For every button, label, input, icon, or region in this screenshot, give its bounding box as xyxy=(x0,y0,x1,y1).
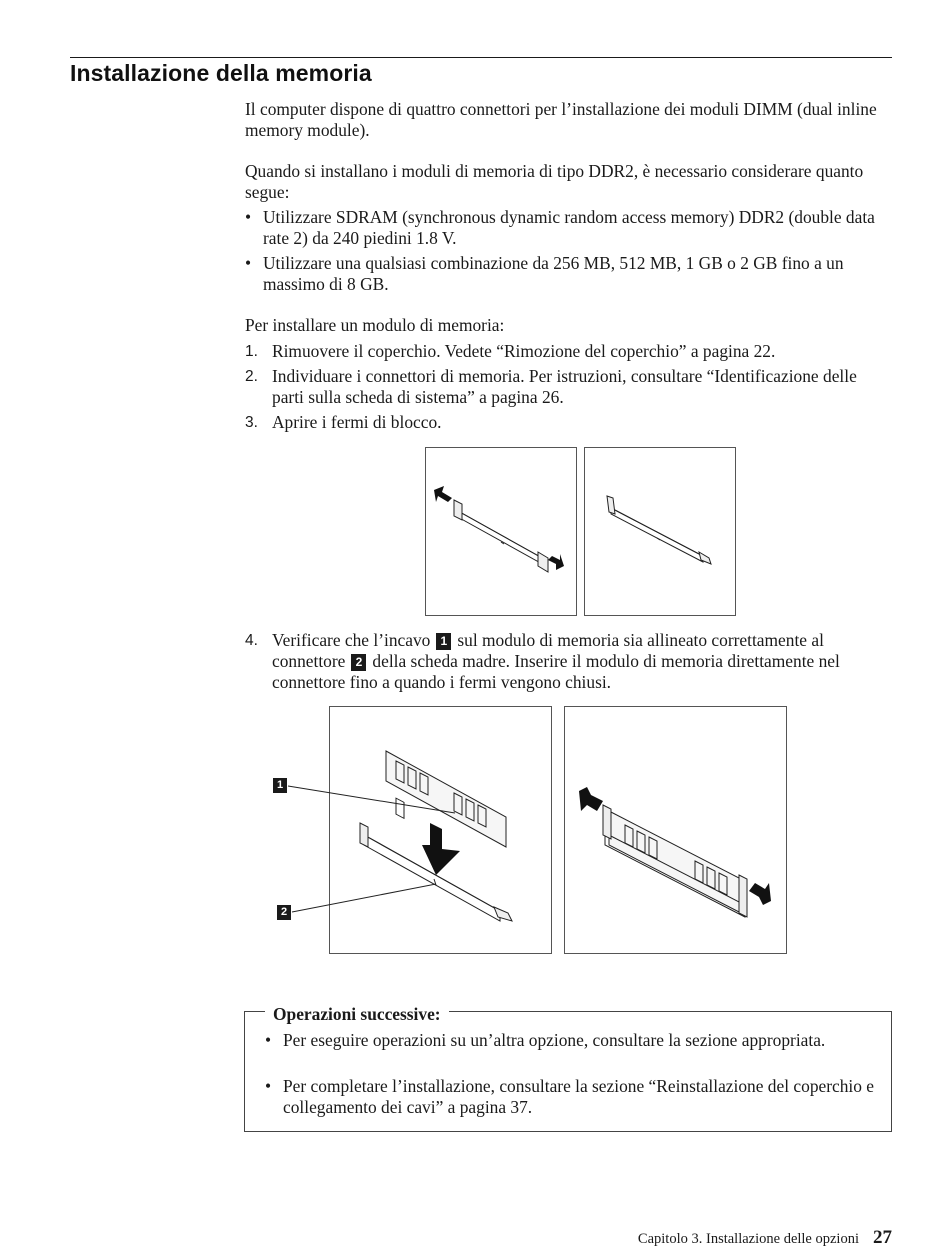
next-steps-title: Operazioni successive: xyxy=(265,1004,449,1025)
figure-callout-1: 1 xyxy=(273,778,287,793)
step-text: Aprire i fermi di blocco. xyxy=(272,412,442,432)
bullet-icon: • xyxy=(265,1030,272,1050)
figure-latches-opening xyxy=(425,447,577,616)
intro-text: Il computer dispone di quattro connettori per l’installazione dei moduli DIMM (dual inline memory module). xyxy=(245,99,877,140)
list-item-text: Utilizzare una qualsiasi combinazione da 256 MB, 512 MB, 1 GB o 2 GB fino a un massimo di 8 GB. xyxy=(263,253,844,294)
ddr2-intro-text: Quando si installano i moduli di memoria di tipo DDR2, è necessario considerare quanto segue: xyxy=(245,161,864,202)
step-text: Individuare i connettori di memoria. Per istruzioni, consultare “Identificazione delle parti sulla scheda di sistema” a pagina 26. xyxy=(272,366,857,407)
bullet-icon: • xyxy=(245,207,252,227)
step-text-part: sul modulo di memoria sia allineato correttamente al connettore xyxy=(272,630,824,671)
callout-1: 1 xyxy=(436,633,451,650)
connector-opened-illustration xyxy=(585,448,735,615)
step-text-part: della scheda madre. Inserire il modulo di memoria direttamente nel connettore fino a quando i fermi vengono chiusi. xyxy=(272,651,840,692)
intro-paragraph xyxy=(245,99,885,141)
step-number: 3. xyxy=(245,414,258,431)
step-text-part: Verificare che l’incavo xyxy=(272,630,431,650)
page-footer xyxy=(638,1227,892,1249)
bullet-icon: • xyxy=(265,1076,272,1096)
connector-open-illustration xyxy=(426,448,576,615)
list-item xyxy=(265,1030,875,1051)
step-item xyxy=(245,630,890,693)
step-text xyxy=(272,630,890,693)
module-seated-illustration xyxy=(565,707,786,953)
figure-latches-open xyxy=(584,447,736,616)
procedure-intro xyxy=(245,315,885,336)
step-item xyxy=(245,366,890,408)
figure-callout-2: 2 xyxy=(277,905,291,920)
list-item-text: Utilizzare SDRAM (synchronous dynamic random access memory) DDR2 (double data rate 2) da 240 piedini 1.8 V. xyxy=(263,207,875,248)
list-item xyxy=(245,207,885,249)
step-number: 1. xyxy=(245,343,258,360)
list-item xyxy=(245,253,885,295)
callout-leader-lines xyxy=(270,770,470,920)
list-item-text: Per eseguire operazioni su un’altra opzione, consultare la sezione appropriata. xyxy=(283,1030,826,1050)
header-rule xyxy=(70,57,892,58)
callout-2: 2 xyxy=(351,654,366,671)
step-item xyxy=(245,341,890,362)
step-number: 2. xyxy=(245,368,258,385)
step-number: 4. xyxy=(245,632,258,649)
procedure-intro-text: Per installare un modulo di memoria: xyxy=(245,315,505,335)
ddr2-paragraph xyxy=(245,161,885,203)
page-title: Installazione della memoria xyxy=(70,60,372,86)
list-item-text: Per completare l’installazione, consultare la sezione “Reinstallazione del coperchio e collegamento dei cavi” a pagina 37. xyxy=(283,1076,875,1117)
step-text: Rimuovere il coperchio. Vedete “Rimozione del coperchio” a pagina 22. xyxy=(272,341,776,361)
bullet-icon: • xyxy=(245,253,252,273)
footer-chapter: Capitolo 3. Installazione delle opzioni xyxy=(637,1231,859,1247)
step-item xyxy=(245,412,890,433)
list-item xyxy=(265,1076,875,1118)
figure-module-seated xyxy=(564,706,787,954)
page-number: 27 xyxy=(873,1227,892,1248)
